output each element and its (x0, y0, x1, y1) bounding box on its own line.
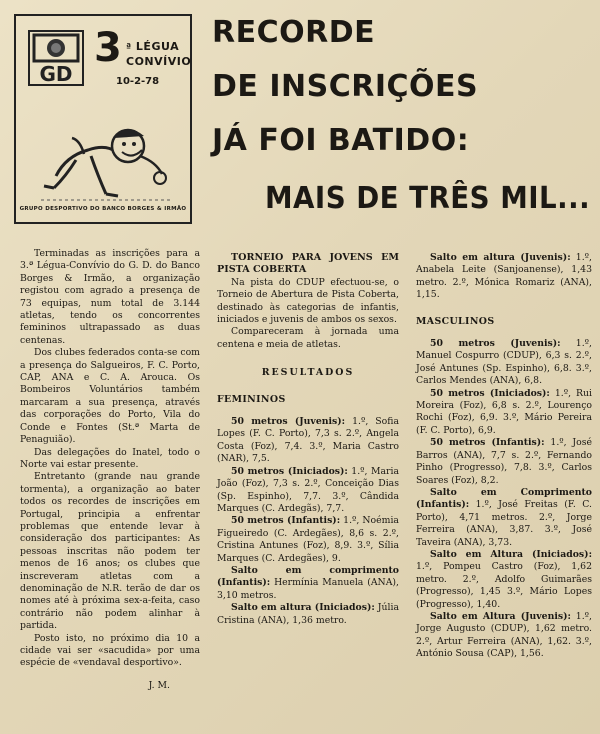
headline-line-1: RECORDE (212, 15, 376, 50)
event-title: 50 metros (Iniciados): (231, 465, 348, 477)
result-item (416, 437, 592, 487)
event-title: Salto em altura (Juvenis): (430, 252, 571, 263)
headline-line-2: DE INSCRIÇÕES (212, 69, 479, 104)
event-results: 1.º, Noémia Figueiredo (C. Ardegães), 8,6 s. 2.º, Cristina Antunes (Foz), 8,9. 3.º, Sília Marques (C. Ardegães), 9. (217, 515, 399, 564)
headline-line-3: JÁ FOI BATIDO: (212, 123, 470, 158)
results-heading: RESULTADOS (261, 367, 355, 379)
paragraph: Dos clubes federados conta-se com a presença do Salgueiros, F. C. Porto, CAP, ANA e C. A. Arouca. Os Bombeiros Voluntários também marcaram a sua presença, através das corporações do Porto, Vila do Conde e Fontes (St.ª Marta de Penaguião). (20, 347, 200, 446)
men-heading: MASCULINOS (416, 315, 495, 327)
event-results: 1.º, Manuel Cospurro (CDUP), 6,3 s. 2.º, José Antunes (Sp. Espinho), 6,8. 3.º, Carlos Mendes (ANA), 6,8. (416, 338, 592, 387)
event-title: Salto em altura (Iniciados): (231, 602, 375, 614)
event-title: 50 metros (Iniciados): (430, 387, 550, 399)
article-column-3 (416, 252, 592, 661)
event-title: 50 metros (Infantis): (231, 515, 341, 527)
event-results: Júlia Cristina (ANA), 1,36 metro. (217, 602, 399, 626)
result-item (217, 565, 399, 602)
edition-number: 3 (94, 25, 122, 71)
paragraph: Terminadas as inscrições para a 3.ª Légua-Convívio do G. D. do Banco Borges & Irmão, a organização registou com agrado a presença de 73 equipas, num total de 3.144 atletas, tendo os concorrentes femininos ultrapassado as duas centenas. (20, 248, 200, 346)
result-item (416, 611, 592, 661)
event-results: 1.º, José Freitas (F. C. Porto), 4,71 metros. 2.º, Jorge Ferreira (ANA), 3,87. 3.º, José Taveira (ANA), 3,73. (416, 499, 592, 548)
women-heading: FEMININOS (217, 393, 286, 405)
result-item (416, 252, 592, 302)
event-results: 1.º, Rui Moreira (Foz), 6,8 s. 2.º, Lourenço Rochi (Foz), 6,9. 3.º, Mário Pereira (F. C. Porto), 6,9. (416, 387, 592, 436)
author-signature: J. M. (148, 679, 170, 691)
result-item (217, 466, 399, 516)
emblem-text: GD (39, 62, 73, 86)
women-results-list-cont (416, 252, 592, 302)
edition-label: ª LÉGUA CONVÍVIO (126, 40, 192, 68)
article-column-1 (20, 248, 200, 692)
logo-footer-text: GRUPO DESPORTIVO DO BANCO BORGES & IRMÃO (19, 206, 187, 212)
paragraph: Na pista do CDUP efectuou-se, o Torneio de Abertura de Pista Coberta, destinado às categorias de infantis, iniciados e juvenis de ambos os sexos. (217, 276, 399, 326)
result-item (217, 416, 399, 466)
event-title: Salto em Altura (Iniciados): (430, 548, 592, 560)
event-results: 1.º, Jorge Augusto (CDUP), 1,62 metro. 2.º, Artur Ferreira (ANA), 1,62. 3.º, António Sousa (CAP), 1,56. (416, 610, 592, 660)
article-column-2 (217, 252, 399, 627)
event-title: Salto em Altura (Juvenis): (430, 610, 571, 622)
result-item (217, 602, 399, 627)
paragraph: Posto isto, no próximo dia 10 a cidade vai ser «sacudida» por uma espécie de «vendaval desportivo». (20, 632, 200, 669)
paragraph: Compareceram à jornada uma centena e meia de atletas. (217, 326, 399, 350)
men-results-list (416, 338, 592, 661)
subheading: TORNEIO PARA JOVENS EM PISTA COBERTA (217, 252, 399, 276)
event-logo-box (14, 14, 192, 224)
club-emblem-icon (28, 30, 84, 86)
result-item (217, 515, 399, 565)
result-item (416, 487, 592, 549)
event-title: 50 metros (Juvenis): (231, 416, 346, 428)
runner-cartoon-illustration (36, 116, 176, 204)
paragraph: Das delegações do Inatel, todo o Norte vai estar presente. (20, 446, 200, 470)
event-date: 10-2-78 (116, 76, 160, 87)
event-results: 1.º, Sofia Lopes (F. C. Porto), 7,3 s. 2.º, Angela Costa (Foz), 7,4. 3.º, Maria Castro (NAR), 7,5. (217, 416, 399, 465)
result-item (416, 338, 592, 388)
event-title: 50 metros (Infantis): (430, 437, 545, 449)
event-results: 1.º, Maria João (Foz), 7,3 s. 2.º, Conceição Dias (Sp. Espinho), 7,7. 3.º, Cândida Marques (C. Ardegãs), 7,7. (217, 465, 399, 514)
result-item (416, 549, 592, 611)
result-item (416, 388, 592, 438)
event-title: Salto em comprimento (Infantis): (217, 564, 399, 589)
headline-line-4: MAIS DE TRÊS MIL... (265, 181, 591, 216)
event-results: Hermínia Manuela (ANA), 3,10 metros. (217, 577, 399, 601)
event-results: 1.º, José Barros (ANA), 7,7 s. 2.º, Fernando Pinho (Progresso), 7,8. 3.º, Carlos Soares (Foz), 8,2. (416, 437, 592, 486)
event-title: 50 metros (Juvenis): (430, 338, 561, 350)
paragraph: Entretanto (grande nau grande tormenta), a organização ao bater todos os recordes de inscrições em Portugal, principia a enfrentar problemas que entende levar à consideração dos participantes: As pessoas inscritas não podem ter menos de 16 anos; os clubes que inscreveram atletas com a denominação de N.R. terão de dar os nomes até à próxima sex-a-feita, caso contrário não podem alinhar à partida. (20, 471, 200, 632)
event-results: 1.º, Anabela Leite (Sanjoanense), 1,43 metro. 2.º, Mónica Romariz (ANA), 1,15. (416, 252, 592, 301)
event-results: 1.º, Pompeu Castro (Foz), 1,62 metro. 2.º, Adolfo Guimarães (Progresso), 1,45 3.º, Mário Lopes (Progresso), 1,40. (416, 561, 592, 610)
women-results-list (217, 416, 399, 627)
event-title: Salto em Comprimento (Infantis): (416, 486, 592, 511)
